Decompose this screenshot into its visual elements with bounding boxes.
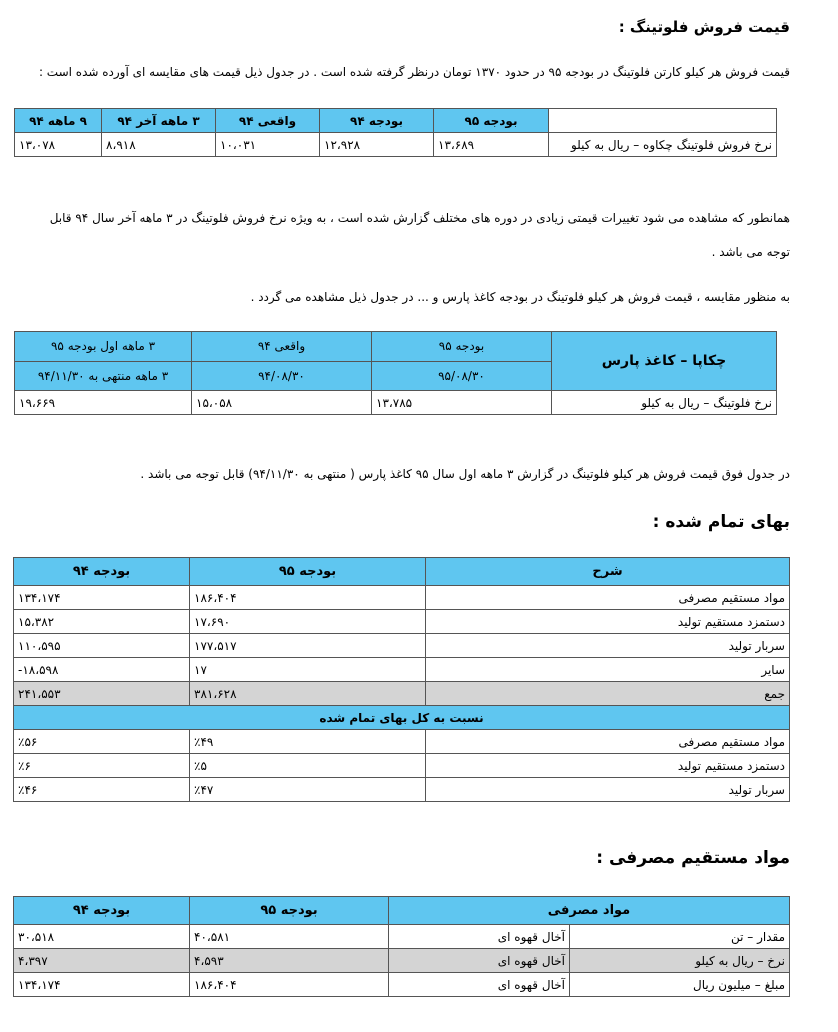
cell-value: ٪۴۶ xyxy=(14,778,190,802)
row-label: سربار تولید xyxy=(426,634,790,658)
header-cell: ۳ ماهه اول بودجه ۹۵ xyxy=(15,332,192,362)
cell-value: ۲۴۱،۵۵۳ xyxy=(14,682,190,706)
pars-paper-comparison-table xyxy=(14,331,777,415)
cell-value: ۱۸۶،۴۰۴ xyxy=(190,586,426,610)
ratio-title-row xyxy=(14,706,790,730)
header-cell: واقعی ۹۴ xyxy=(192,332,372,362)
table-row xyxy=(14,586,790,610)
cell-value: ٪۵۶ xyxy=(14,730,190,754)
row-label: دستمزد مستقیم تولید xyxy=(426,610,790,634)
header-cell xyxy=(549,109,777,133)
cell-value: ۴،۵۹۳ xyxy=(190,949,389,973)
table-row xyxy=(14,778,790,802)
row-label: سربار تولید xyxy=(426,778,790,802)
section-title-direct-materials: مواد مستقیم مصرفی : xyxy=(596,848,790,868)
cell-value: ۴،۳۹۷ xyxy=(14,949,190,973)
row-label: مبلغ – میلیون ریال xyxy=(570,973,790,997)
table-row xyxy=(15,133,777,157)
material-name: آخال قهوه ای xyxy=(389,949,570,973)
header-cell: بودجه ۹۵ xyxy=(190,558,426,586)
cell-value: ۱۷ xyxy=(190,658,426,682)
header-cell: ۳ ماهه آخر ۹۴ xyxy=(102,109,216,133)
cell-value: ۱۷،۶۹۰ xyxy=(190,610,426,634)
cell-value: ۱۹،۶۶۹ xyxy=(15,391,192,415)
cell-value: ٪۵ xyxy=(190,754,426,778)
header-cell: بودجه ۹۵ xyxy=(372,332,552,362)
table-header-row xyxy=(15,109,777,133)
header-cell: بودجه ۹۴ xyxy=(320,109,434,133)
cell-value: ۱۳،۶۸۹ xyxy=(434,133,549,157)
header-cell: بودجه ۹۵ xyxy=(434,109,549,133)
table-row xyxy=(14,634,790,658)
cell-value: ۱۳،۰۷۸ xyxy=(15,133,102,157)
table-row xyxy=(14,949,790,973)
flouting-price-table xyxy=(14,108,777,157)
row-label: نرخ فروش فلوتینگ چکاوه – ریال به کیلو xyxy=(549,133,777,157)
header-cell: مواد مصرفی xyxy=(389,897,790,925)
row-label: دستمزد مستقیم تولید xyxy=(426,754,790,778)
cell-value: ٪۶ xyxy=(14,754,190,778)
cell-value: ۱۳۴،۱۷۴ xyxy=(14,586,190,610)
header-cell: بودجه ۹۴ xyxy=(14,558,190,586)
row-label: نرخ – ریال به کیلو xyxy=(570,949,790,973)
header-cell: بودجه ۹۵ xyxy=(190,897,389,925)
table-row xyxy=(14,925,790,949)
cell-value: -۱۸،۵۹۸ xyxy=(14,658,190,682)
table-header-row xyxy=(14,558,790,586)
cell-value: ٪۴۹ xyxy=(190,730,426,754)
header-cell: ۳ ماهه منتهی به ۹۴/۱۱/۳۰ xyxy=(15,361,192,391)
total-row xyxy=(14,682,790,706)
cell-value: ۴۰،۵۸۱ xyxy=(190,925,389,949)
table-header-row xyxy=(14,897,790,925)
cell-value: ۱۳،۷۸۵ xyxy=(372,391,552,415)
header-cell: ۹۴/۰۸/۳۰ xyxy=(192,361,372,391)
cell-value: ۳۸۱،۶۲۸ xyxy=(190,682,426,706)
header-cell: بودجه ۹۴ xyxy=(14,897,190,925)
row-label: مواد مستقیم مصرفی xyxy=(426,730,790,754)
cell-value: ۸،۹۱۸ xyxy=(102,133,216,157)
table-row xyxy=(15,391,777,415)
cell-value: ۱۵،۰۵۸ xyxy=(192,391,372,415)
cell-value: ۱۳۴،۱۷۴ xyxy=(14,973,190,997)
table-header-row xyxy=(15,332,777,362)
header-cell: ۹ ماهه ۹۴ xyxy=(15,109,102,133)
row-label: سایر xyxy=(426,658,790,682)
section-title-flouting-price: قیمت فروش فلوتینگ : xyxy=(618,18,790,36)
header-cell: ۹۵/۰۸/۳۰ xyxy=(372,361,552,391)
cell-value: ۱۱۰،۵۹۵ xyxy=(14,634,190,658)
direct-materials-table xyxy=(13,896,790,997)
row-label: جمع xyxy=(426,682,790,706)
observation-line-1: همانطور که مشاهده می شود تغییرات قیمتی زیادی در دوره های مختلف گزارش شده است ، به ویژه نرخ فروش فلوتینگ در ۳ ماهه آخر سال ۹۴ قابل xyxy=(49,211,790,225)
table-row xyxy=(14,754,790,778)
table-row xyxy=(14,973,790,997)
ratio-title: نسبت به کل بهای تمام شده xyxy=(14,706,790,730)
cell-value: ۱۰،۰۳۱ xyxy=(216,133,320,157)
material-name: آخال قهوه ای xyxy=(389,925,570,949)
observation-line-2: توجه می باشد . xyxy=(711,245,790,259)
cell-value: ۱۸۶،۴۰۴ xyxy=(190,973,389,997)
row-label: نرخ فلوتینگ – ریال به کیلو xyxy=(552,391,777,415)
cell-value: ۱۲،۹۲۸ xyxy=(320,133,434,157)
row-label: مقدار – تن xyxy=(570,925,790,949)
material-name: آخال قهوه ای xyxy=(389,973,570,997)
header-cell: واقعی ۹۴ xyxy=(216,109,320,133)
intro-paragraph: قیمت فروش هر کیلو کارتن فلوتینگ در بودجه ۹۵ در حدود ۱۳۷۰ تومان درنظر گرفته شده است . در جدول ذیل قیمت های مقایسه ای آورده شده است : xyxy=(38,65,790,79)
table-row xyxy=(14,658,790,682)
header-cell: شرح xyxy=(426,558,790,586)
table-row xyxy=(14,730,790,754)
cell-value: ٪۴۷ xyxy=(190,778,426,802)
cell-value: ۱۵،۳۸۲ xyxy=(14,610,190,634)
comparison-intro: به منظور مقایسه ، قیمت فروش هر کیلو فلوتینگ در بودجه کاغذ پارس و ... در جدول ذیل مشاهده می گردد . xyxy=(250,290,790,304)
row-label: مواد مستقیم مصرفی xyxy=(426,586,790,610)
section-title-cost: بهای تمام شده : xyxy=(652,512,790,532)
cost-table xyxy=(13,557,790,802)
corner-header: چکاپا – کاغذ پارس xyxy=(552,332,777,391)
cell-value: ۳۰،۵۱۸ xyxy=(14,925,190,949)
pars-note: در جدول فوق قیمت فروش هر کیلو فلوتینگ در گزارش ۳ ماهه اول سال ۹۵ کاغذ پارس ( منتهی به ۹۴/۱۱/۳۰) قابل توجه می باشد . xyxy=(140,467,790,481)
table-row xyxy=(14,610,790,634)
cell-value: ۱۷۷،۵۱۷ xyxy=(190,634,426,658)
